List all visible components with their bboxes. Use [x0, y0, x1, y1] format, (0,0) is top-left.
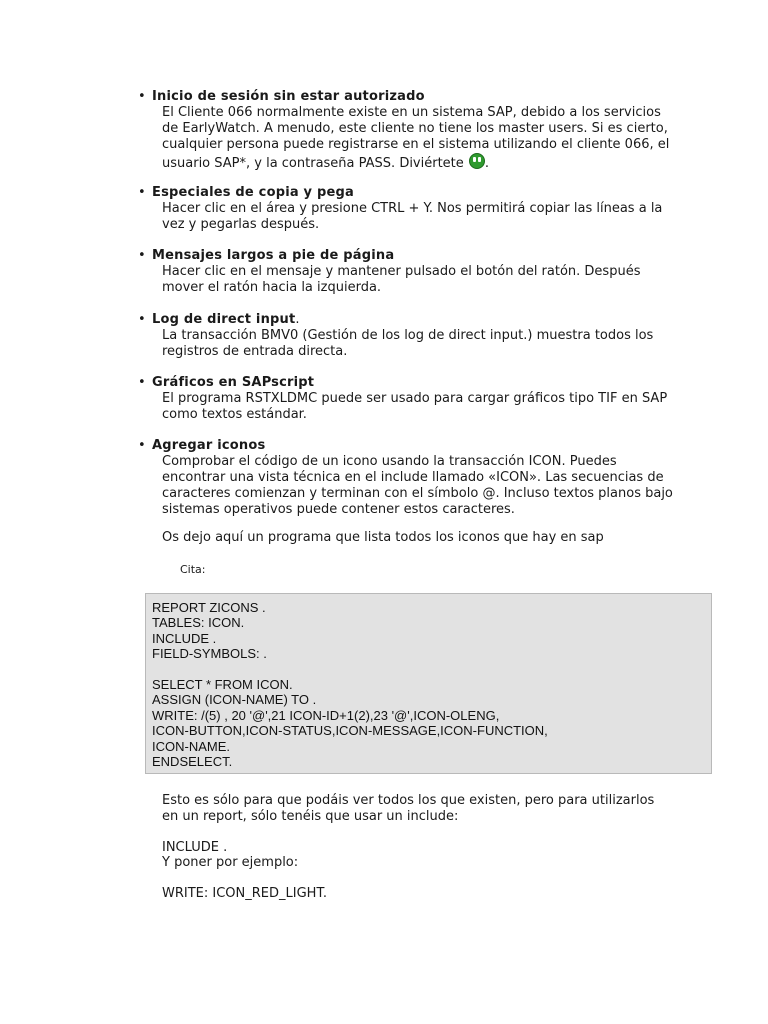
tip-item-login — [138, 89, 698, 172]
tip-body: El programa RSTXLDMC puede ser usado para cargar gráficos tipo TIF en SAP como textos estándar. — [162, 391, 668, 422]
code-line: INCLUDE . — [152, 630, 217, 646]
bullet: • — [138, 185, 146, 200]
closing-line — [162, 871, 682, 887]
tip-item-sapscript-graphics — [138, 375, 698, 423]
closing-line: WRITE: ICON_RED_LIGHT. — [162, 886, 327, 901]
bullet: • — [138, 89, 146, 104]
tip-title: Mensajes largos a pie de página — [152, 248, 395, 263]
tip-body: Comprobar el código de un icono usando la transacción ICON. Puedes encontrar una vista técnica en el include llamado «ICON». Las secuencias de caracteres comienzan y terminan con el símbolo @. Incluso textos planos bajo sistemas operativos puede contener estos caracteres. — [162, 454, 673, 517]
closing-line: en un report, sólo tenéis que usar un include: — [162, 808, 459, 824]
quote-label: Cita: — [180, 563, 206, 576]
code-line: ENDSELECT. — [152, 753, 233, 769]
tip-title: Log de direct input. — [152, 312, 300, 327]
tip-body: Hacer clic en el mensaje y mantener pulsado el botón del ratón. Después mover el ratón hacia la izquierda. — [162, 264, 641, 295]
closing-line: INCLUDE . — [162, 839, 228, 855]
code-line: FIELD-SYMBOLS: . — [152, 646, 267, 662]
tip-title: Gráficos en SAPscript — [152, 375, 315, 390]
code-line: SELECT * FROM ICON. — [152, 676, 293, 692]
code-line: ICON-BUTTON,ICON-STATUS,ICON-MESSAGE,ICON-FUNCTION, — [152, 723, 548, 739]
closing-line: Y poner por ejemplo: — [162, 855, 299, 870]
code-line: WRITE: /(5) , 20 '@',21 ICON-ID+1(2),23 '@',ICON-OLENG, — [152, 707, 500, 723]
tip-title: Inicio de sesión sin estar autorizado — [152, 89, 425, 104]
tip-title: Especiales de copia y pega — [152, 185, 354, 200]
tip-body: Hacer clic en el área y presione CTRL + Y. Nos permitirá copiar las líneas a la vez y pegarlas después. — [162, 201, 663, 232]
tip-title: Agregar iconos — [152, 438, 266, 453]
smiley-icon — [469, 153, 485, 169]
tip-item-add-icons — [138, 438, 698, 518]
tip-body: La transacción BMV0 (Gestión de los log de direct input.) muestra todos los registros de entrada directa. — [162, 328, 654, 359]
bullet: • — [138, 438, 146, 453]
bullet: • — [138, 312, 146, 327]
bullet: • — [138, 375, 146, 390]
intro-text: Os dejo aquí un programa que lista todos los iconos que hay en sap — [162, 530, 604, 545]
tip-item-direct-input — [138, 312, 698, 360]
bullet: • — [138, 248, 146, 263]
code-line: ASSIGN (ICON-NAME) TO . — [152, 692, 317, 708]
code-line — [152, 662, 705, 677]
code-block — [145, 593, 712, 774]
tip-item-copy-paste — [138, 185, 698, 233]
tip-body: El Cliente 066 normalmente existe en un sistema SAP, debido a los servicios de EarlyWatch. A menudo, este cliente no tiene los master users. Si es cierto, cualquier persona puede registrarse en el sistema utilizando el cliente 066, el usuario SAP*, y la contraseña PASS. Diviértete . — [162, 105, 670, 171]
code-line: ICON-NAME. — [152, 738, 230, 754]
closing-line — [162, 824, 682, 840]
closing-text — [162, 793, 682, 902]
code-line: REPORT ZICONS . — [152, 600, 266, 615]
tip-item-long-messages — [138, 248, 698, 296]
code-line: TABLES: ICON. — [152, 615, 245, 631]
closing-line: Esto es sólo para que podáis ver todos los que existen, pero para utilizarlos — [162, 793, 655, 808]
